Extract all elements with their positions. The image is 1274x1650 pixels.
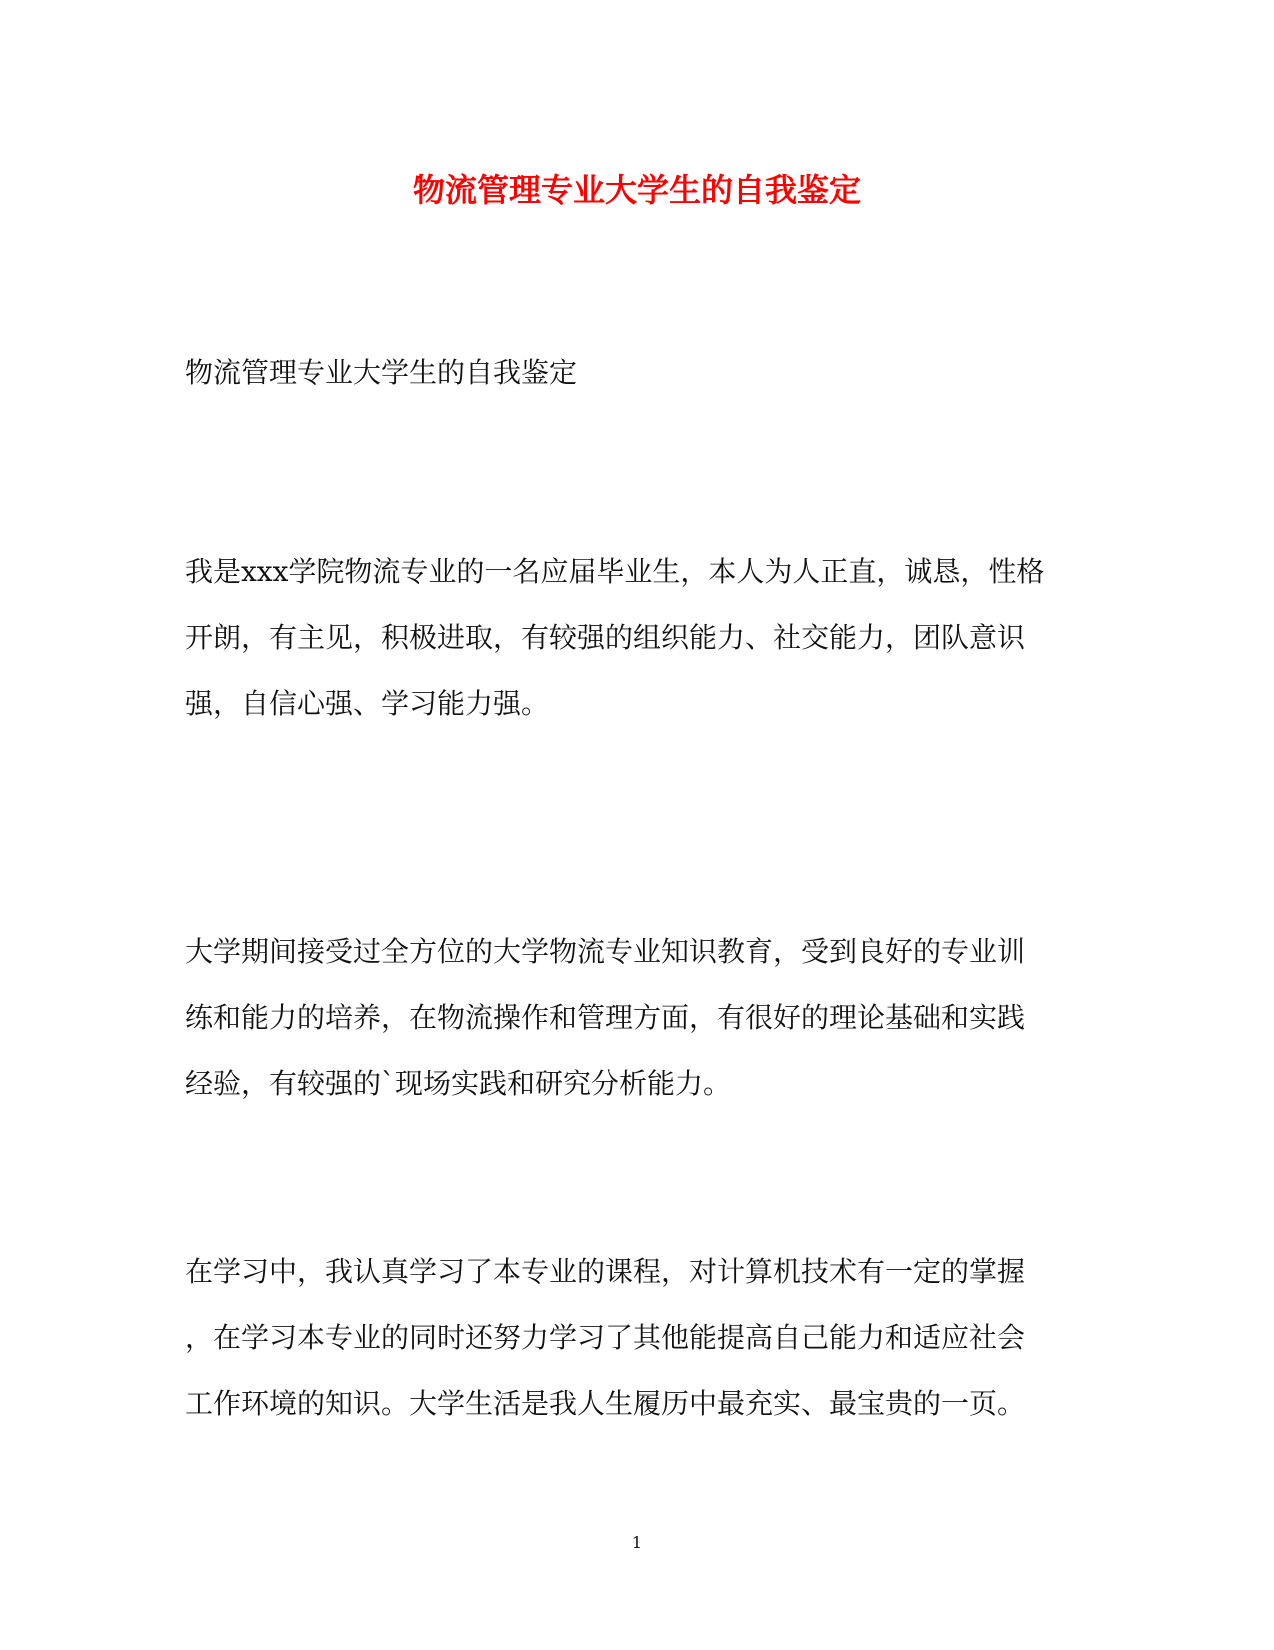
paragraph-line: ，在学习本专业的同时还努力学习了其他能提高自己能力和适应社会 — [185, 1321, 1026, 1354]
paragraph-line: 在学习中，我认真学习了本专业的课程，对计算机技术有一定的掌握 — [185, 1255, 1026, 1288]
paragraph-study — [185, 1239, 1025, 1437]
paragraph-line: 工作环境的知识。大学生活是我人生履历中最充实、最宝贵的一页。 — [185, 1387, 1026, 1420]
paragraph-line: 经验，有较强的`现场实践和研究分析能力。 — [185, 1067, 732, 1100]
paragraph-line: 我是xxx学院物流专业的一名应届毕业生，本人为人正直，诚恳，性格 — [185, 555, 1045, 588]
paragraph-line: 练和能力的培养，在物流操作和管理方面，有很好的理论基础和实践 — [185, 1001, 1026, 1034]
paragraph-introduction — [185, 539, 1044, 737]
paragraph-line: 大学期间接受过全方位的大学物流专业知识教育，受到良好的专业训 — [185, 935, 1026, 968]
document-title: 物流管理专业大学生的自我鉴定 — [412, 171, 861, 209]
paragraph-education — [185, 919, 1025, 1117]
paragraph-line: 强，自信心强、学习能力强。 — [185, 687, 550, 720]
paragraph-line: 开朗，有主见，积极进取，有较强的组织能力、社交能力，团队意识 — [185, 621, 1026, 654]
document-subtitle: 物流管理专业大学生的自我鉴定 — [185, 356, 578, 389]
page-number: 1 — [631, 1533, 643, 1552]
